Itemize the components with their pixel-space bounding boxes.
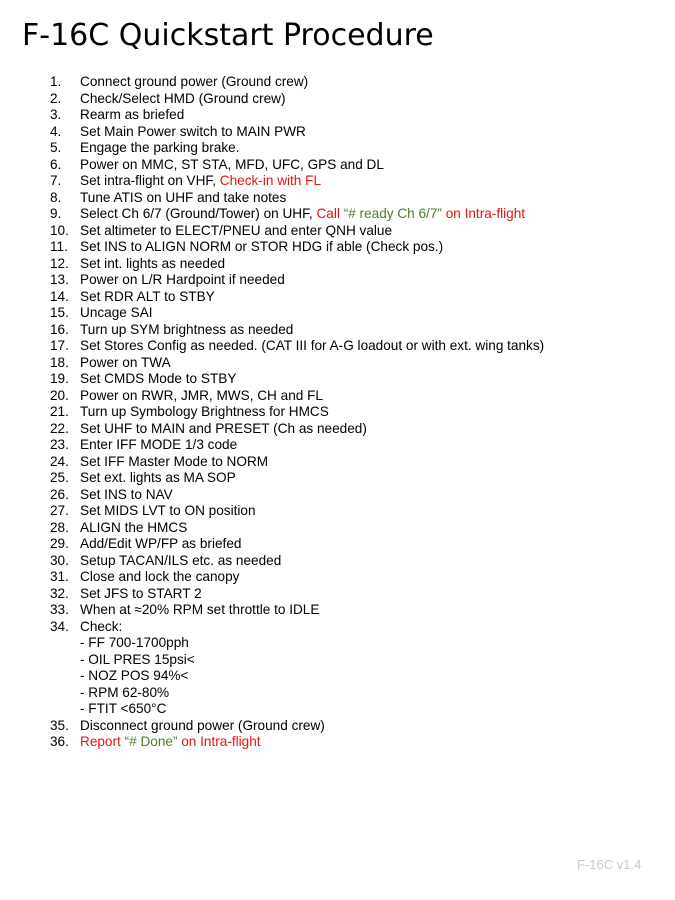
step-number: 2. xyxy=(50,90,62,106)
step-number: 15. xyxy=(50,305,69,320)
step-text: Set IFF Master Mode to NORM xyxy=(80,453,269,469)
check-item xyxy=(0,668,675,685)
step-text: Set MIDS LVT to ON position xyxy=(80,503,256,518)
step-number: 34. xyxy=(50,618,69,634)
step-text: When at ≈20% RPM set throttle to IDLE xyxy=(80,602,320,617)
radio-call-alert: Report xyxy=(80,734,125,749)
step-text: Uncage SAI xyxy=(80,305,153,320)
step-4 xyxy=(0,124,675,141)
step-text: Disconnect ground power (Ground crew) xyxy=(80,717,325,733)
step-number: 32. xyxy=(50,585,69,601)
step-2 xyxy=(0,91,675,108)
step-20 xyxy=(0,388,675,405)
step-number: 3. xyxy=(50,107,62,122)
step-number: 7. xyxy=(50,173,62,188)
step-text: Setup TACAN/ILS etc. as needed xyxy=(80,552,282,568)
procedure-list xyxy=(0,74,675,751)
step-number: 18. xyxy=(50,354,69,370)
step-text: Set INS to ALIGN NORM or STOR HDG if able (Check pos.) xyxy=(80,239,444,254)
step-5 xyxy=(0,140,675,157)
step-text: Turn up Symbology Brightness for HMCS xyxy=(80,404,329,419)
step-text xyxy=(80,734,261,751)
step-number: 20. xyxy=(50,387,69,403)
step-number: 21. xyxy=(50,404,69,419)
step-6 xyxy=(0,157,675,174)
step-text: Set int. lights as needed xyxy=(80,255,226,271)
step-8 xyxy=(0,190,675,207)
step-number: 33. xyxy=(50,602,69,617)
step-text: Rearm as briefed xyxy=(80,107,185,122)
step-33 xyxy=(0,602,675,619)
check-item xyxy=(0,652,675,669)
step-text: Check/Select HMD (Ground crew) xyxy=(80,90,286,106)
step-15 xyxy=(0,305,675,322)
step-number: 24. xyxy=(50,453,69,469)
radio-call-alert: Check-in with FL xyxy=(219,173,322,188)
step-number: 25. xyxy=(50,470,69,485)
step-14 xyxy=(0,289,675,306)
step-1 xyxy=(0,74,675,91)
step-number: 6. xyxy=(50,156,62,172)
step-number: 1. xyxy=(50,74,62,89)
step-number: 12. xyxy=(50,255,69,271)
step-25 xyxy=(0,470,675,487)
step-35 xyxy=(0,718,675,735)
step-22 xyxy=(0,421,675,438)
step-text: Tune ATIS on UHF and take notes xyxy=(80,189,287,205)
step-number: 16. xyxy=(50,321,69,337)
check-item-text: - FTIT <650°C xyxy=(80,701,167,716)
step-text: Connect ground power (Ground crew) xyxy=(80,74,309,89)
check-item-text: - OIL PRES 15psi< xyxy=(80,651,195,667)
step-13 xyxy=(0,272,675,289)
step-text: Power on L/R Hardpoint if needed xyxy=(80,272,285,287)
check-item-text: - FF 700-1700pph xyxy=(80,635,189,650)
step-number: 28. xyxy=(50,519,69,535)
step-text: Set altimeter to ELECT/PNEU and enter QNH value xyxy=(80,222,393,238)
step-text: Close and lock the canopy xyxy=(80,569,240,584)
step-29 xyxy=(0,536,675,553)
step-text: Turn up SYM brightness as needed xyxy=(80,321,294,337)
check-item xyxy=(0,685,675,702)
version-footer: F-16C v1.4 xyxy=(577,857,642,872)
step-number: 10. xyxy=(50,222,69,238)
step-number: 36. xyxy=(50,734,69,749)
step-number: 19. xyxy=(50,371,69,386)
step-number: 13. xyxy=(50,272,69,287)
step-text: Set Main Power switch to MAIN PWR xyxy=(80,123,306,139)
step-number: 22. xyxy=(50,420,69,436)
step-number: 17. xyxy=(50,338,69,353)
step-30 xyxy=(0,553,675,570)
step-number: 31. xyxy=(50,569,69,584)
step-number: 9. xyxy=(50,206,62,221)
step-10 xyxy=(0,223,675,240)
radio-call-alert: on Intra-flight xyxy=(177,734,261,749)
step-3 xyxy=(0,107,675,124)
step-text: Set INS to NAV xyxy=(80,486,173,502)
radio-call-phrase: “# Done” xyxy=(124,734,178,749)
page-title: F-16C Quickstart Procedure xyxy=(22,18,434,53)
step-16 xyxy=(0,322,675,339)
check-item-text: - RPM 62-80% xyxy=(80,684,170,700)
step-number: 4. xyxy=(50,123,62,139)
step-text: Check: xyxy=(80,618,123,634)
step-text: Set ext. lights as MA SOP xyxy=(80,470,236,485)
step-number: 23. xyxy=(50,437,69,452)
step-text: Set JFS to START 2 xyxy=(80,585,202,601)
step-text-main: Set intra-flight on VHF, xyxy=(80,173,220,188)
step-36 xyxy=(0,734,675,751)
step-18 xyxy=(0,355,675,372)
step-text: Engage the parking brake. xyxy=(80,140,240,155)
step-21 xyxy=(0,404,675,421)
check-item xyxy=(0,701,675,718)
step-23 xyxy=(0,437,675,454)
radio-call-alert: on Intra-flight xyxy=(441,206,526,221)
step-number: 30. xyxy=(50,552,69,568)
radio-call-phrase: “# ready Ch 6/7” xyxy=(343,206,442,221)
step-text: ALIGN the HMCS xyxy=(80,519,188,535)
step-text: Set RDR ALT to STBY xyxy=(80,288,215,304)
step-text: Power on MMC, ST STA, MFD, UFC, GPS and DL xyxy=(80,156,384,172)
step-text: Set CMDS Mode to STBY xyxy=(80,371,237,386)
step-number: 26. xyxy=(50,486,69,502)
step-12 xyxy=(0,256,675,273)
step-26 xyxy=(0,487,675,504)
step-text: Set UHF to MAIN and PRESET (Ch as needed) xyxy=(80,420,367,436)
step-text: Enter IFF MODE 1/3 code xyxy=(80,437,238,452)
step-32 xyxy=(0,586,675,603)
step-number: 35. xyxy=(50,717,69,733)
step-number: 29. xyxy=(50,536,69,551)
step-text xyxy=(80,206,525,223)
step-31 xyxy=(0,569,675,586)
step-text: Power on TWA xyxy=(80,354,171,370)
step-text xyxy=(80,173,321,190)
step-text-main: Select Ch 6/7 (Ground/Tower) on UHF, xyxy=(80,206,317,221)
step-19 xyxy=(0,371,675,388)
step-27 xyxy=(0,503,675,520)
step-9 xyxy=(0,206,675,223)
step-28 xyxy=(0,520,675,537)
radio-call-alert: Call xyxy=(316,206,344,221)
step-34 xyxy=(0,619,675,636)
step-number: 27. xyxy=(50,503,69,518)
step-number: 11. xyxy=(50,239,68,254)
step-text: Add/Edit WP/FP as briefed xyxy=(80,536,242,551)
check-item-text: - NOZ POS 94%< xyxy=(80,668,189,683)
step-text: Set Stores Config as needed. (CAT III for A-G loadout or with ext. wing tanks) xyxy=(80,338,545,353)
step-number: 14. xyxy=(50,288,69,304)
check-item xyxy=(0,635,675,652)
step-24 xyxy=(0,454,675,471)
step-17 xyxy=(0,338,675,355)
step-11 xyxy=(0,239,675,256)
step-text: Power on RWR, JMR, MWS, CH and FL xyxy=(80,387,323,403)
step-number: 5. xyxy=(50,140,62,155)
step-number: 8. xyxy=(50,189,62,205)
step-7 xyxy=(0,173,675,190)
